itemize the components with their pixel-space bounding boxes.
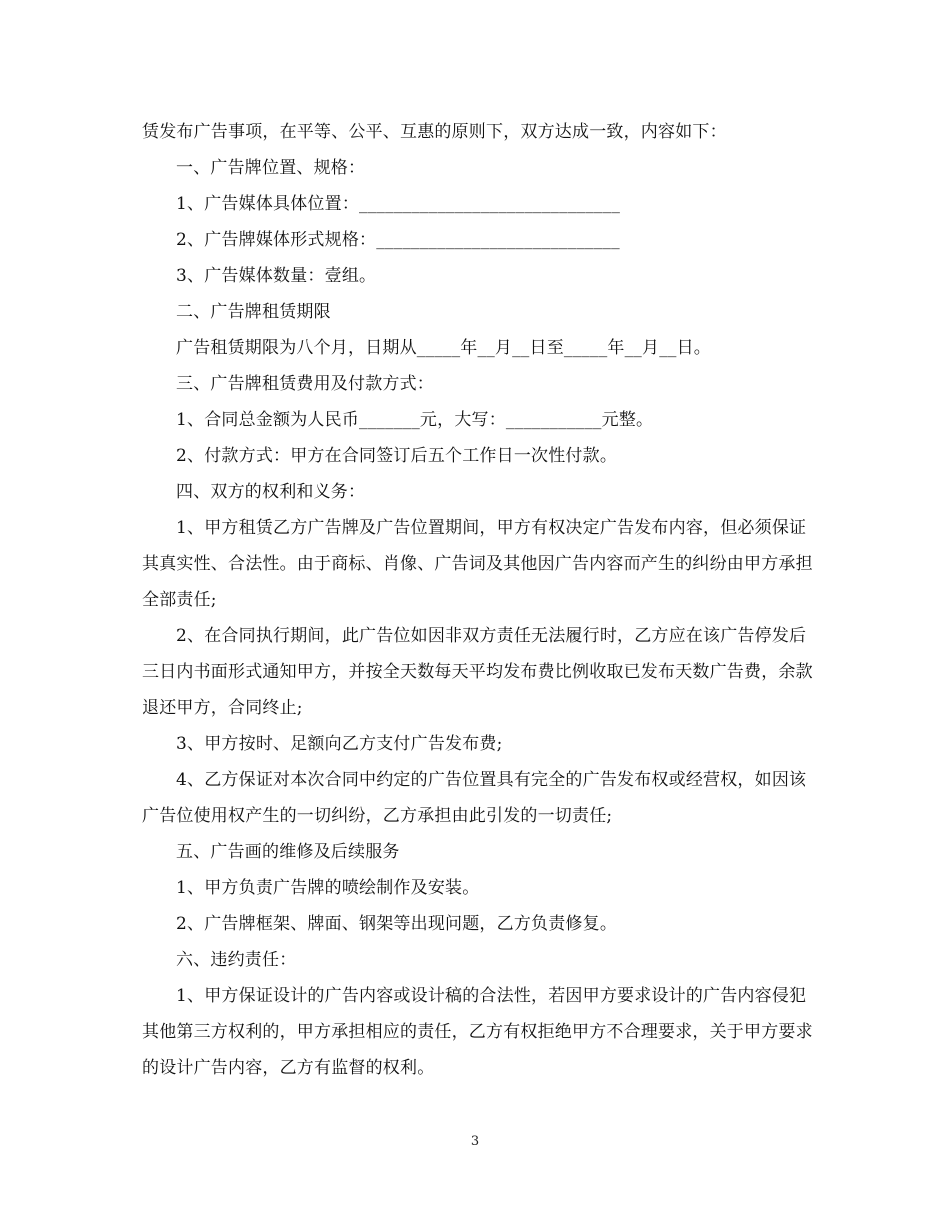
clause-media-location: 1、广告媒体具体位置：______________________________ [176,194,621,214]
clause-repair: 2、广告牌框架、牌面、钢架等出现问题，乙方负责修复。 [176,914,618,934]
section-heading-liability: 六、违约责任： [176,950,297,970]
section-heading-lease-term: 二、广告牌租赁期限 [176,302,331,322]
document-body [142,114,814,1086]
clause-payment-obligation: 3、甲方按时、足额向乙方支付广告发布费; [176,734,503,754]
paragraph-intro-continued: 赁发布广告事项，在平等、公平、互惠的原则下，双方达成一致，内容如下： [142,122,727,142]
clause-media-quantity: 3、广告媒体数量：壹组。 [176,266,377,286]
section-heading-fees-payment: 三、广告牌租赁费用及付款方式： [176,374,434,394]
clause-party-a-content-rights: 1、甲方租赁乙方广告牌及广告位置期间，甲方有权决定广告发布内容，但必须保证其真实性、合法性。由于商标、肖像、广告词及其他因广告内容而产生的纠纷由甲方承担全部责任; [142,518,813,610]
clause-design-legality: 1、甲方保证设计的广告内容或设计稿的合法性，若因甲方要求设计的广告内容侵犯其他第三方权利的，甲方承担相应的责任，乙方有权拒绝甲方不合理要求，关于甲方要求的设计广告内容，乙方有监督的权利。 [142,986,813,1078]
clause-payment-method: 2、付款方式：甲方在合同签订后五个工作日一次性付款。 [176,446,618,466]
clause-lease-dates: 广告租赁期限为八个月，日期从_____年__月__日至_____年__月__日。 [176,338,711,358]
clause-printing-installation: 1、甲方负责广告牌的喷绘制作及安装。 [176,878,480,898]
clause-media-format: 2、广告牌媒体形式规格：____________________________ [176,230,620,250]
section-heading-rights-obligations: 四、双方的权利和义务： [176,482,366,502]
page-number: 3 [470,1134,480,1149]
clause-party-b-guarantee: 4、乙方保证对本次合同中约定的广告位置具有完全的广告发布权或经营权，如因该广告位使用权产生的一切纠纷，乙方承担由此引发的一切责任; [142,770,807,826]
section-heading-billboard-location: 一、广告牌位置、规格： [176,158,366,178]
clause-contract-termination: 2、在合同执行期间，此广告位如因非双方责任无法履行时，乙方应在该广告停发后三日内书面形式通知甲方，并按全天数每天平均发布费比例收取已发布天数广告费，余款退还甲方，合同终止; [142,626,813,718]
section-heading-maintenance: 五、广告画的维修及后续服务 [176,842,400,862]
clause-total-amount: 1、合同总金额为人民币_______元，大写：___________元整。 [176,410,654,430]
